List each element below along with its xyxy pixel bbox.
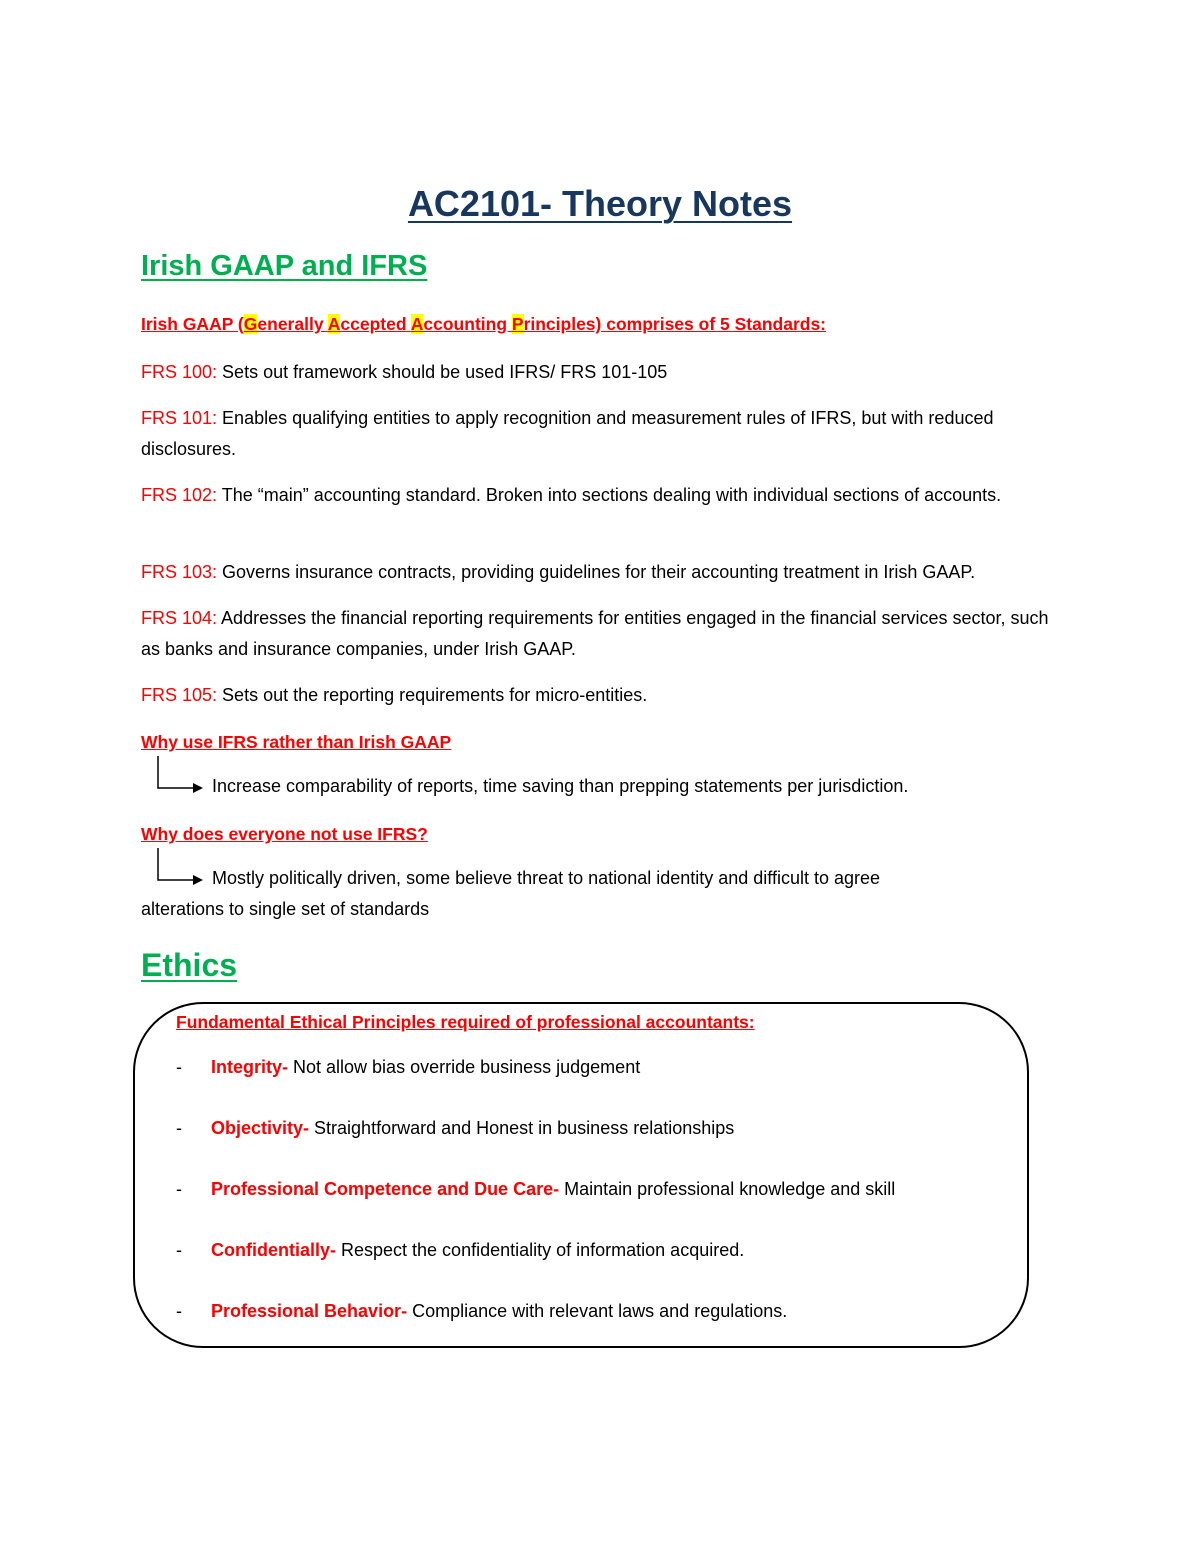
- elbow-arrow-icon: [157, 847, 207, 887]
- principle-name: Objectivity-: [211, 1118, 310, 1138]
- standard-label: FRS 101:: [141, 408, 218, 428]
- heading-irish-gaap-ifrs: Irish GAAP and IFRS: [141, 250, 428, 282]
- standard-frs-100: [141, 357, 1061, 388]
- principle-objectivity: [176, 1118, 734, 1139]
- subheading-text: enerally: [257, 314, 328, 334]
- highlight-letter: P: [511, 314, 524, 334]
- standard-text: The “main” accounting standard. Broken into sections dealing with individual sections of accounts.: [217, 485, 1002, 505]
- highlight-letter: A: [410, 314, 424, 334]
- subheading-text: ccepted: [340, 314, 411, 334]
- standard-label: FRS 104:: [141, 608, 218, 628]
- principle-integrity: [176, 1057, 640, 1078]
- standard-label: FRS 105:: [141, 685, 218, 705]
- principle-name: Confidentially-: [211, 1240, 336, 1260]
- principle-confidentiality: [176, 1240, 744, 1261]
- ethics-principles-box: [133, 1002, 1029, 1348]
- subheading-gaap-definition: [141, 314, 826, 335]
- subheading-text: rinciples) comprises of 5 Standards:: [523, 314, 827, 334]
- answer-text-line1: Mostly politically driven, some believe threat to national identity and difficult to agree: [212, 868, 881, 888]
- standard-frs-105: [141, 680, 1061, 711]
- principle-behavior: [176, 1301, 787, 1322]
- bullet-dash: -: [176, 1179, 182, 1199]
- page-title: AC2101- Theory Notes: [407, 183, 793, 224]
- principle-name: Professional Competence and Due Care-: [211, 1179, 560, 1199]
- heading-ethics: Ethics: [141, 947, 238, 983]
- subheading-text: Irish GAAP (: [141, 314, 244, 334]
- standard-label: FRS 103:: [141, 562, 218, 582]
- standard-frs-104: [141, 603, 1061, 665]
- standard-text: Sets out framework should be used IFRS/ FRS 101-105: [217, 362, 668, 382]
- principle-competence: [176, 1179, 895, 1200]
- subheading-text: ccounting: [423, 314, 512, 334]
- ethics-box-title: Fundamental Ethical Principles required of professional accountants:: [176, 1012, 755, 1032]
- bullet-dash: -: [176, 1057, 182, 1077]
- principle-desc: Maintain professional knowledge and skill: [559, 1179, 896, 1199]
- standard-text: Sets out the reporting requirements for micro-entities.: [217, 685, 648, 705]
- standard-label: FRS 102:: [141, 485, 218, 505]
- standard-text: Governs insurance contracts, providing guidelines for their accounting treatment in Irish GAAP.: [217, 562, 976, 582]
- answer-text-line2: alterations to single set of standards: [141, 899, 430, 919]
- standard-frs-101: [141, 403, 1061, 465]
- principle-name: Integrity-: [211, 1057, 289, 1077]
- answer-text: Increase comparability of reports, time saving than prepping statements per jurisdiction.: [212, 776, 909, 796]
- principle-desc: Not allow bias override business judgement: [288, 1057, 641, 1077]
- bullet-dash: -: [176, 1301, 182, 1321]
- principle-desc: Respect the confidentiality of information acquired.: [336, 1240, 745, 1260]
- standard-text: Enables qualifying entities to apply recognition and measurement rules of IFRS, but with reduced disclosures.: [141, 408, 994, 459]
- question-why-not-ifrs: Why does everyone not use IFRS?: [141, 824, 428, 844]
- standard-frs-103: [141, 557, 1101, 588]
- question-why-use-ifrs: Why use IFRS rather than Irish GAAP: [141, 732, 452, 752]
- principle-desc: Compliance with relevant laws and regulations.: [407, 1301, 788, 1321]
- principle-desc: Straightforward and Honest in business relationships: [309, 1118, 735, 1138]
- standard-frs-102: [141, 480, 1061, 511]
- bullet-dash: -: [176, 1118, 182, 1138]
- bullet-dash: -: [176, 1240, 182, 1260]
- answer-why-use-ifrs: [157, 755, 1057, 795]
- standard-label: FRS 100:: [141, 362, 218, 382]
- highlight-letter: G: [243, 314, 258, 334]
- standard-text: Addresses the financial reporting requirements for entities engaged in the financial services sector, such as banks and insurance companies, under Irish GAAP.: [141, 608, 1049, 659]
- highlight-letter: A: [327, 314, 341, 334]
- principle-name: Professional Behavior-: [211, 1301, 408, 1321]
- elbow-arrow-icon: [157, 755, 207, 795]
- answer-why-not-ifrs: [157, 847, 1057, 887]
